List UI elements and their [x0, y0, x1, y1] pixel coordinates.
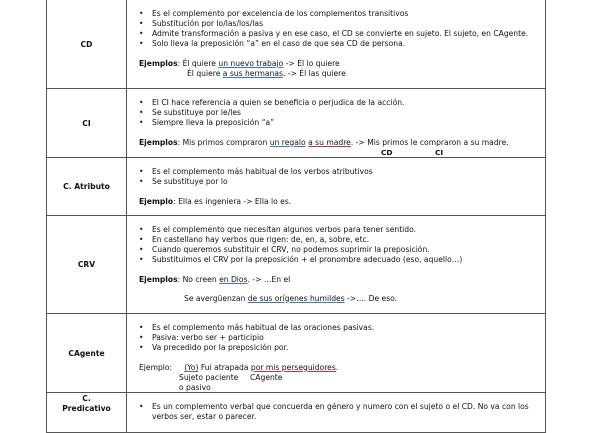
- list-item: • Siempre lleva la preposición “a”: [137, 118, 537, 128]
- row-label: CAgente: [47, 314, 127, 393]
- row-label: C. Atributo: [47, 158, 127, 216]
- bullet-list: [137, 98, 537, 128]
- list-item: • Es el complemento más habitual de los verbos atributivos: [137, 167, 537, 177]
- list-item: • Se substituye por lo: [137, 177, 537, 187]
- list-item: • Pasiva: verbo ser + participio: [137, 333, 537, 343]
- list-item: • Admite transformación a pasiva y en ese caso, el CD se convierte en sujeto. El sujeto, en CAgente.: [137, 29, 537, 39]
- row-label: CD: [47, 0, 127, 89]
- row-content: [127, 314, 546, 393]
- list-item: • Se substituye por le/les: [137, 108, 537, 118]
- table-row: [47, 393, 546, 433]
- example-label: Ejemplos: [139, 58, 178, 68]
- example-label: Ejemplo: [139, 196, 174, 206]
- example-label: Ejemplo:: [139, 362, 173, 372]
- table-row: [47, 314, 546, 393]
- bullet-list: [137, 323, 537, 353]
- example-line: Ejemplo: (Yo) Fui atrapada por mis perseguidores.: [139, 362, 339, 372]
- row-content: [127, 393, 546, 433]
- function-tag: CI: [435, 148, 444, 157]
- underlined-phrase: de sus orígenes humildes: [247, 293, 345, 303]
- table-row: [47, 0, 546, 89]
- example-label: Ejemplos: [139, 137, 178, 147]
- row-content: [127, 0, 546, 89]
- table-row: [47, 216, 546, 314]
- row-content: [127, 216, 546, 314]
- bullet-list: [137, 225, 537, 265]
- list-item: • Substituimos el CRV por la preposición + el pronombre adecuado (eso, aquello…): [137, 255, 537, 265]
- row-label: CI: [47, 89, 127, 158]
- example-line: Se avergüenzan de sus orígenes humildes ->…. De eso.: [184, 293, 398, 303]
- table-row: [47, 89, 546, 158]
- list-item: • En castellano hay verbos que rigen: de, en, a, sobre, etc.: [137, 235, 537, 245]
- function-tag: CD: [381, 148, 393, 157]
- example-label: Ejemplos: [139, 274, 178, 284]
- list-item: • Cuando queremos substituir el CRV, no podemos suprimir la preposición.: [137, 245, 537, 255]
- underlined-phrase: un regalo: [269, 137, 306, 147]
- underlined-phrase: (Yo): [184, 362, 199, 372]
- example-line: Él quiere a sus hermanas. -> Él las quiere: [187, 68, 346, 78]
- list-item: • Es el complemento más habitual de las oraciones pasivas.: [137, 323, 537, 333]
- table-row: [47, 158, 546, 216]
- underlined-phrase: un nuevo trabajo: [218, 58, 284, 68]
- list-item: • Es un complemento verbal que concuerda en género y numero con el sujeto o el CD. No va con los: [137, 402, 537, 412]
- row-content: [127, 158, 546, 216]
- example-line: Ejemplos: No creen en Dios. -> …En el: [139, 274, 291, 284]
- example-line: Ejemplos: Él quiere un nuevo trabajo -> Él lo quiere: [139, 58, 340, 68]
- example-line: Ejemplos: Mis primos compraron un regalo a su madre. -> Mis primos le compraron a su madre.: [139, 137, 509, 147]
- underlined-phrase: a su madre: [308, 137, 351, 147]
- list-item: • Substitución por lo/las/los/las: [137, 19, 537, 29]
- bullet-list: [137, 9, 537, 49]
- list-item: • El CI hace referencia a quien se beneficia o perjudica de la acción.: [137, 98, 537, 108]
- underlined-phrase: a sus hermanas: [222, 68, 283, 78]
- underlined-phrase: por mis perseguidores: [250, 362, 336, 372]
- list-item: • Va precedido por la preposición por.: [137, 343, 537, 353]
- bullet-list: [137, 167, 537, 187]
- grammar-table: [46, 0, 546, 433]
- list-item: • Es el complemento por excelencia de los complementos transitivos: [137, 9, 537, 19]
- example-line: o pasivo: [179, 382, 211, 392]
- list-item: • Solo lleva la preposición “a” en el caso de que sea CD de persona.: [137, 39, 537, 49]
- list-item-continuation: verbos ser, estar o parecer.: [152, 412, 257, 422]
- underlined-phrase: en Dios: [219, 274, 248, 284]
- row-label: CRV: [47, 216, 127, 314]
- example-line: Sujeto paciente CAgente: [179, 372, 283, 382]
- row-content: [127, 89, 546, 158]
- bullet-list: [137, 402, 537, 412]
- list-item: • Es el complemento que necesitan algunos verbos para tener sentido.: [137, 225, 537, 235]
- example-line: Ejemplo: Ella es ingeniera -> Ella lo es.: [139, 196, 292, 206]
- row-label: C. Predicativo: [47, 393, 127, 433]
